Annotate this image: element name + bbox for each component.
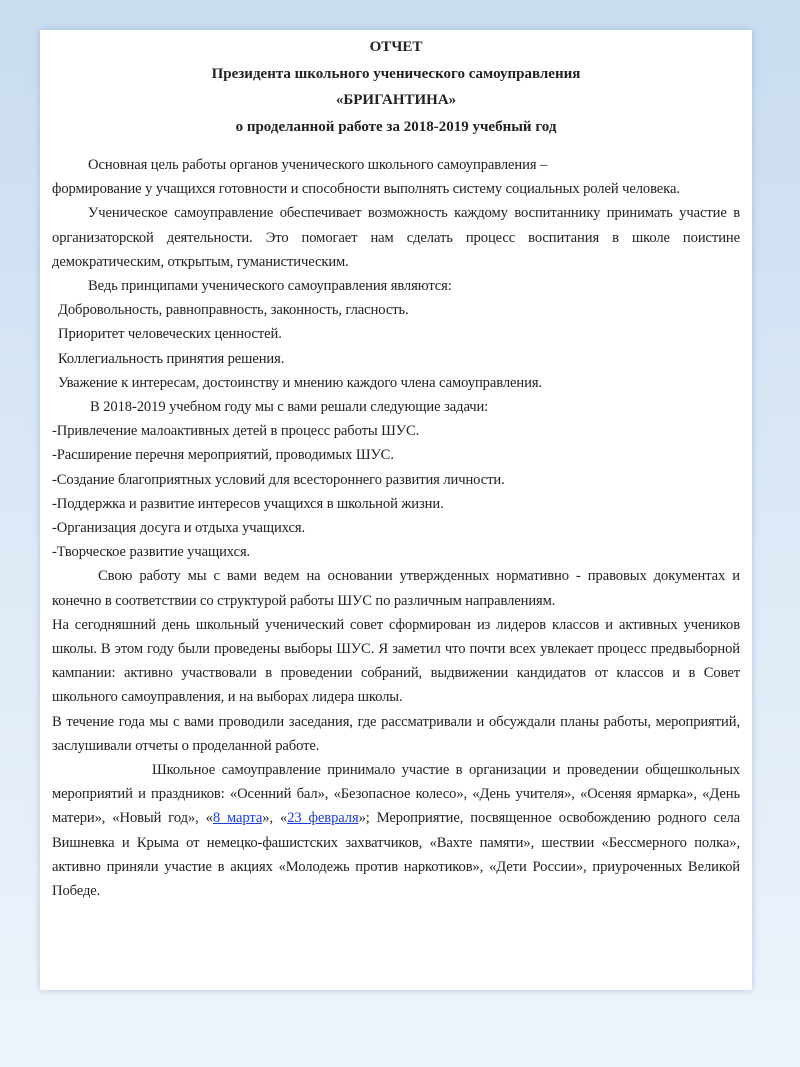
- events-text-2: », «: [262, 810, 288, 827]
- task-item: -Поддержка и развитие интересов учащихся в школьной жизни.: [52, 495, 444, 512]
- paragraph-goal-cont: формирование у учащихся готовности и способности выполнять систему социальных ролей человека.: [52, 181, 680, 198]
- title-line-4: о проделанной работе за 2018-2019 учебный год: [235, 118, 557, 135]
- paragraph-meetings: В течение года мы с вами проводили заседания, где рассматривали и обсуждали планы работы, мероприятий, заслушивали отчеты о проделанной работе.: [52, 713, 740, 754]
- principle-item: Уважение к интересам, достоинству и мнению каждого члена самоуправления.: [58, 374, 542, 391]
- principle-item: Добровольность, равноправность, законность, гласность.: [58, 302, 409, 319]
- paragraph-work: Свою работу мы с вами ведем на основании утвержденных нормативно - правовых документах и конечно в соответствии со структурой работы ШУС по различным направлениям.: [52, 568, 740, 609]
- events-text-3: »; Мероприятие, посвященное освобождению родного села Вишневка и Крыма от немецко-фашистских захватчиков, «Вахте памяти», шествии «Бессмерного полка», активно приняли участие в акциях «Молодежь против наркотиков», «Дети России», приуроченных Великой Победе.: [52, 810, 741, 900]
- paragraph-council: На сегодняшний день школьный ученический совет сформирован из лидеров классов и активных учеников школы. В этом году были проведены выборы ШУС. Я заметил что почти всех увлекает процесс предвыборной кампании: активно участвовали в проведении собраний, выдвижении кандидатов от классов и в Совет школьного самоуправления, и на выборах лидера школы.: [52, 616, 740, 706]
- tasks-intro: В 2018-2019 учебном году мы с вами решали следующие задачи:: [90, 399, 489, 416]
- document-title: [40, 34, 752, 140]
- events-text-1: Школьное самоуправление принимало участие в организации и проведении общешкольных мероприятий и праздников: «Осенний бал», «Безопасное колесо», «День учителя», «Осеняя ярмарка», «День матери», «Новый год», «: [52, 762, 740, 827]
- document-page: [40, 30, 752, 990]
- document-body: [52, 153, 740, 903]
- task-item: -Создание благоприятных условий для всестороннего развития личности.: [52, 471, 505, 488]
- paragraph-events: [52, 758, 740, 903]
- task-item: -Организация досуга и отдыха учащихся.: [52, 520, 306, 537]
- paragraph-self-government: Ученическое самоуправление обеспечивает возможность каждому воспитаннику принимать участие в организаторской деятельности. Это помогает нам сделать процесс воспитания в школе поистине демократическим, открытым, гуманистическим.: [52, 205, 740, 270]
- principle-item: Приоритет человеческих ценностей.: [58, 326, 282, 343]
- principle-item: Коллегиальность принятия решения.: [58, 350, 285, 367]
- paragraph-principles-intro: Ведь принципами ученического самоуправления являются:: [88, 278, 452, 295]
- link-8-march[interactable]: 8 марта: [212, 810, 263, 827]
- paragraph-goal: Основная цель работы органов ученического школьного самоуправления –: [88, 157, 548, 173]
- task-item: -Расширение перечня мероприятий, проводимых ШУС.: [52, 447, 394, 464]
- task-item: -Привлечение малоактивных детей в процесс работы ШУС.: [52, 423, 420, 440]
- link-23-february[interactable]: 23 февраля: [287, 810, 359, 827]
- title-line-1: ОТЧЕТ: [369, 39, 423, 55]
- task-item: -Творческое развитие учащихся.: [52, 544, 251, 561]
- title-line-3: «БРИГАНТИНА»: [335, 92, 457, 108]
- title-line-2: Президента школьного ученического самоуправления: [211, 65, 581, 82]
